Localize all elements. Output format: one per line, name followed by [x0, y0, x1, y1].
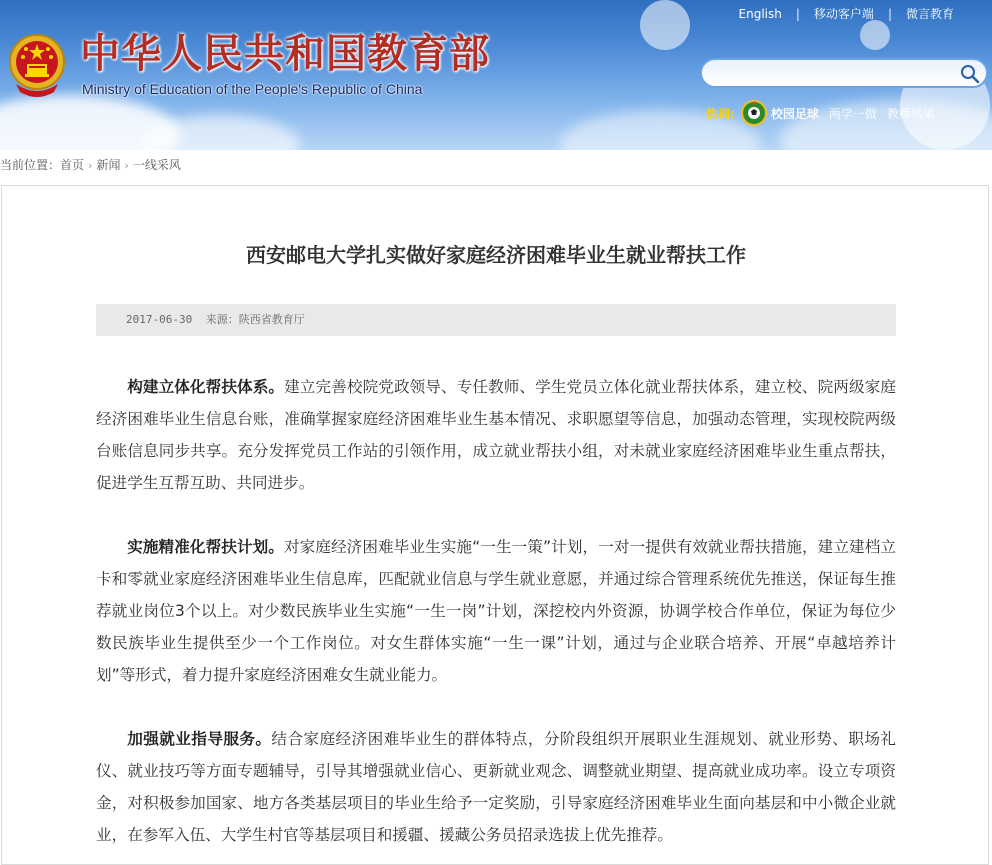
breadcrumb-prefix: 当前位置： — [0, 158, 61, 172]
paragraph-lead: 加强就业指导服务。 — [127, 730, 272, 748]
search-icon[interactable] — [960, 64, 980, 84]
flower-decoration — [860, 20, 890, 50]
hot-words-label: 热词: — [706, 106, 735, 121]
breadcrumb-item-news[interactable]: 新闻 — [96, 158, 121, 172]
article-paragraph — [96, 723, 896, 851]
hot-word-link[interactable]: 校园足球 — [770, 106, 819, 121]
article-paragraph — [96, 371, 896, 499]
site-title[interactable]: 中华人民共和国教育部 — [80, 31, 490, 77]
chevron-right-icon: › — [88, 159, 93, 172]
article-source: 来源：陕西省教育厅 — [205, 313, 305, 326]
weiyan-link[interactable]: 微言教育 — [905, 7, 954, 21]
paragraph-text: 建立完善校院党政领导、专任教师、学生党员立体化就业帮扶体系，建立校、院两级家庭经济困难毕业生信息台账，准确掌握家庭经济困难毕业生基本情况、求职愿望等信息，加强动态管理，实现校院两级台账信息同步共享。充分发挥党员工作站的引领作用，成立就业帮扶小组，对未就业家庭经济困难毕业生重点帮扶，促进学生互帮互助、共同进步。 — [96, 378, 896, 492]
hot-words — [706, 100, 945, 126]
link-divider: | — [795, 6, 800, 21]
paragraph-text: 结合家庭经济困难毕业生的群体特点，分阶段组织开展职业生涯规划、就业形势、职场礼仪、就业技巧等方面专题辅导，引导其增强就业信心、更新就业观念、调整就业期望、提高就业成功率。设立专项资金，对积极参加国家、地方各类基层项目的毕业生给予一定奖励，引导家庭经济困难毕业生面向基层和中小微企业就业，在参军入伍、大学生村官等基层项目和援疆、援藏公务员招录选拔上优先推荐。 — [96, 730, 896, 844]
breadcrumb — [0, 156, 181, 174]
breadcrumb-item-home[interactable]: 首页 — [60, 158, 85, 172]
paragraph-text: 对家庭经济困难毕业生实施“一生一策”计划，一对一提供有效就业帮扶措施，建立建档立卡和零就业家庭经济困难毕业生信息库，匹配就业信息与学生就业意愿，并通过综合管理系统优先推送，保证每生推荐就业岗位3个以上。对少数民族毕业生实施“一生一岗”计划，深挖校内外资源，协调学校合作单位，保证为每位少数民族毕业生提供至少一个工作岗位。对女生群体实施“一生一课”计划，通过与企业联合培养、开展“卓越培养计划”等形式，着力提升家庭经济困难女生就业能力。 — [96, 538, 896, 684]
hot-word-link[interactable]: 两学一做 — [828, 106, 877, 121]
article-meta — [96, 304, 896, 336]
article-paragraph — [96, 531, 896, 691]
paragraph-lead: 构建立体化帮扶体系。 — [127, 378, 285, 396]
site-subtitle: Ministry of Education of the People's Republic of China — [82, 81, 423, 97]
search-box — [700, 58, 988, 88]
flower-decoration — [640, 0, 690, 50]
breadcrumb-item-frontline[interactable]: 一线采风 — [132, 158, 181, 172]
top-links — [725, 5, 968, 22]
chevron-right-icon: › — [124, 159, 129, 172]
mobile-client-link[interactable]: 移动客户端 — [813, 7, 874, 21]
link-divider: | — [887, 6, 892, 21]
national-emblem-icon[interactable] — [8, 32, 66, 98]
hot-word-link[interactable]: 教师风采 — [886, 106, 935, 121]
site-header — [0, 0, 992, 150]
article-date: 2017-06-30 — [126, 313, 193, 326]
football-badge-icon[interactable] — [741, 100, 767, 126]
paragraph-lead: 实施精准化帮扶计划。 — [127, 538, 284, 556]
article-title: 西安邮电大学扎实做好家庭经济困难毕业生就业帮扶工作 — [246, 243, 746, 267]
english-link[interactable]: English — [738, 6, 782, 21]
search-input[interactable] — [714, 64, 958, 84]
